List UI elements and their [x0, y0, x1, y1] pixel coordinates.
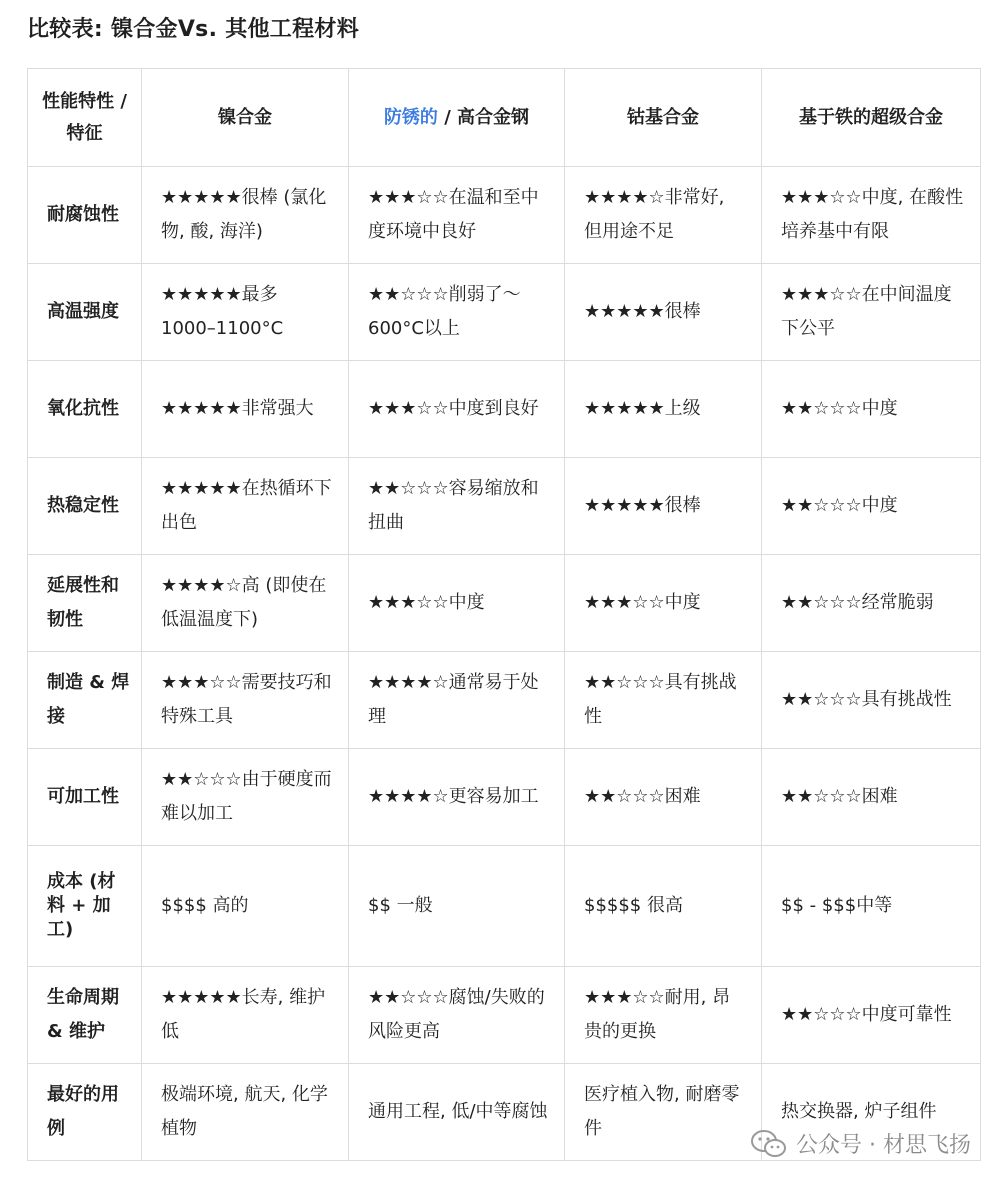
- table-cell: ★★★☆☆耐用, 昂贵的更换: [565, 967, 762, 1064]
- table-cell: ★★☆☆☆由于硬度而难以加工: [142, 749, 349, 846]
- header-property: 性能特性 / 特征: [28, 69, 142, 167]
- table-cell: 极端环境, 航天, 化学植物: [142, 1064, 349, 1161]
- wechat-icon: [750, 1129, 788, 1159]
- row-label: 可加工性: [28, 749, 142, 846]
- watermark-text: 公众号 · 材思飞扬: [796, 1133, 971, 1158]
- table-cell: ★★★☆☆中度到良好: [349, 361, 565, 458]
- table-cell: ★★★★☆高 (即使在低温温度下): [142, 555, 349, 652]
- row-label: 制造 & 焊接: [28, 652, 142, 749]
- table-cell: 医疗植入物, 耐磨零件: [565, 1064, 762, 1161]
- table-row: [28, 749, 981, 846]
- table-cell: ★★★☆☆中度, 在酸性培养基中有限: [762, 167, 981, 264]
- table-row: [28, 458, 981, 555]
- table-cell: 通用工程, 低/中等腐蚀: [349, 1064, 565, 1161]
- table-row: [28, 264, 981, 361]
- table-cell: ★★★☆☆在温和至中度环境中良好: [349, 167, 565, 264]
- row-label: 氧化抗性: [28, 361, 142, 458]
- table-cell: ★★★★★很棒: [565, 264, 762, 361]
- table-row: [28, 361, 981, 458]
- table-header-row: [28, 69, 981, 167]
- page-title: 比较表: 镍合金Vs. 其他工程材料: [27, 17, 359, 42]
- table-cell: $$$$ 高的: [142, 846, 349, 967]
- table-cell: ★★★★★非常强大: [142, 361, 349, 458]
- table-cell: ★★☆☆☆削弱了～600°C以上: [349, 264, 565, 361]
- table-cell: ★★☆☆☆困难: [762, 749, 981, 846]
- comparison-table: [27, 68, 981, 1161]
- row-label: 高温强度: [28, 264, 142, 361]
- stainless-link[interactable]: 防锈的: [383, 106, 438, 128]
- table-cell: ★★★★★在热循环下出色: [142, 458, 349, 555]
- table-cell: ★★★☆☆需要技巧和特殊工具: [142, 652, 349, 749]
- table-row: [28, 652, 981, 749]
- table-cell: ★★★★☆更容易加工: [349, 749, 565, 846]
- header-cobalt-alloy: 钴基合金: [565, 69, 762, 167]
- table-cell: ★★☆☆☆具有挑战性: [565, 652, 762, 749]
- header-iron-superalloy: 基于铁的超级合金: [762, 69, 981, 167]
- table-row: [28, 846, 981, 967]
- table-cell: ★★★★★很棒: [565, 458, 762, 555]
- table-cell: ★★★★★长寿, 维护低: [142, 967, 349, 1064]
- table-cell: ★★★★★很棒 (氯化物, 酸, 海洋): [142, 167, 349, 264]
- table-cell: ★★☆☆☆困难: [565, 749, 762, 846]
- table-cell: ★★☆☆☆腐蚀/失败的风险更高: [349, 967, 565, 1064]
- row-label: 耐腐蚀性: [28, 167, 142, 264]
- row-label: 成本 (材料 + 加工): [28, 846, 142, 967]
- row-label: 热稳定性: [28, 458, 142, 555]
- header-stainless-steel: [349, 69, 565, 167]
- table-cell: ★★★★☆非常好, 但用途不足: [565, 167, 762, 264]
- table-cell: ★★☆☆☆中度: [762, 361, 981, 458]
- table-cell: ★★★☆☆中度: [565, 555, 762, 652]
- table-cell: ★★☆☆☆中度: [762, 458, 981, 555]
- row-label: 生命周期 & 维护: [28, 967, 142, 1064]
- header-nickel-alloy: 镍合金: [142, 69, 349, 167]
- table-cell: ★★★★★上级: [565, 361, 762, 458]
- table-cell: ★★☆☆☆中度可靠性: [762, 967, 981, 1064]
- header-stainless-rest: / 高合金钢: [437, 106, 530, 128]
- table-cell: ★★★★☆通常易于处理: [349, 652, 565, 749]
- table-row: [28, 967, 981, 1064]
- watermark: [750, 1128, 971, 1159]
- row-label: 延展性和韧性: [28, 555, 142, 652]
- table-cell: ★★★☆☆在中间温度下公平: [762, 264, 981, 361]
- table-cell: ★★★☆☆中度: [349, 555, 565, 652]
- table-cell: ★★★★★最多 1000–1100°C: [142, 264, 349, 361]
- table-cell: $$$$$ 很高: [565, 846, 762, 967]
- table-cell: $$ 一般: [349, 846, 565, 967]
- table-row: [28, 167, 981, 264]
- table-cell: ★★☆☆☆容易缩放和扭曲: [349, 458, 565, 555]
- row-label: 最好的用例: [28, 1064, 142, 1161]
- table-cell: 热交换器, 炉子组件: [762, 1064, 981, 1161]
- table-cell: ★★☆☆☆具有挑战性: [762, 652, 981, 749]
- table-cell: $$ - $$$中等: [762, 846, 981, 967]
- table-cell: ★★☆☆☆经常脆弱: [762, 555, 981, 652]
- table-row: [28, 555, 981, 652]
